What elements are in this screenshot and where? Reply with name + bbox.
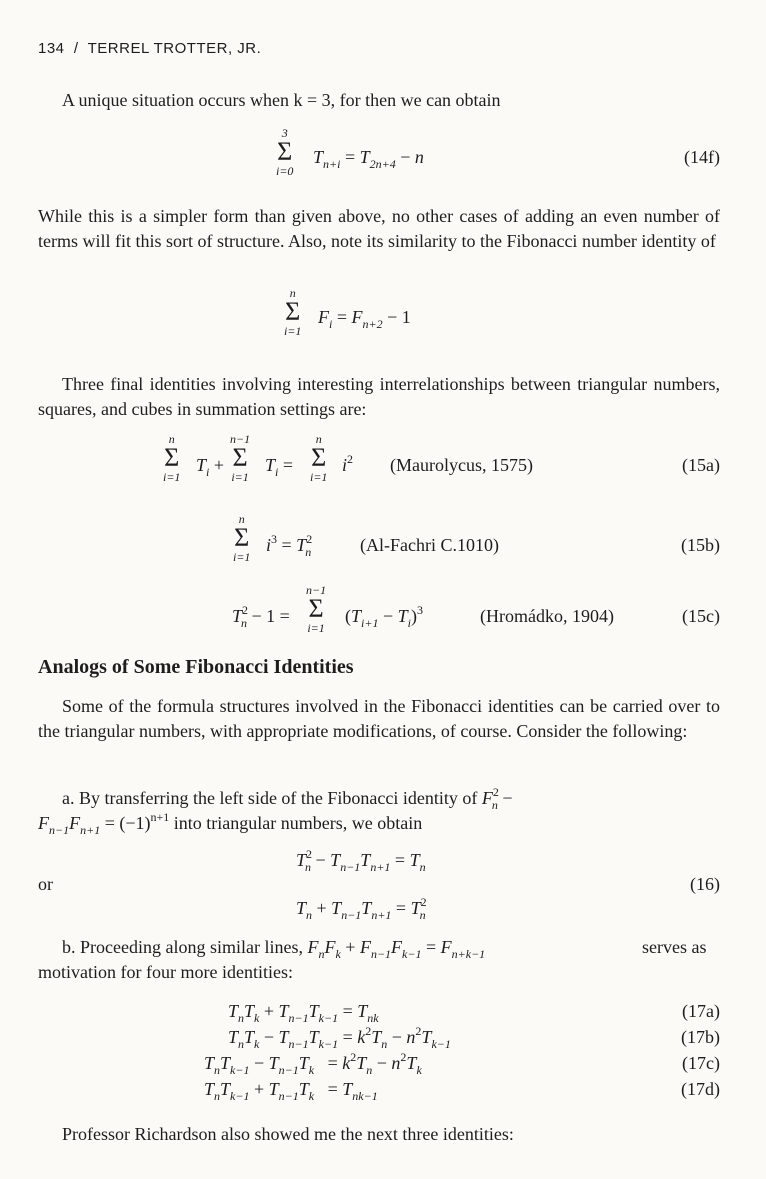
paragraph-analogs: Some of the formula structures involved in the Fibonacci identities can be carried over to the triangular numbers, with appropriate modifications, of course. Consider the following: bbox=[38, 696, 720, 741]
header-separator: / bbox=[73, 40, 79, 57]
sum-symbol-15a-3: n Σ i=1 bbox=[310, 432, 328, 484]
item-a-line-1: a. By transferring the left side of the Fibonacci identity of $F^2_n$ − bbox=[62, 785, 513, 812]
equation-number-17b: (17b) bbox=[681, 1027, 720, 1047]
equation-14f: $T_{n+i} = T_{2n+4} - n$ bbox=[313, 147, 424, 171]
intro-paragraph: A unique situation occurs when k = 3, for then we can obtain bbox=[62, 90, 501, 110]
item-a-line-2: $F_{n-1}F_{n+1} = (-1)^{n+1}$ into triangular numbers, we obtain bbox=[38, 810, 423, 837]
equation-number-17c: (17c) bbox=[682, 1053, 720, 1073]
equation-number-15a: (15a) bbox=[682, 455, 720, 475]
item-b-line-1: b. Proceeding along similar lines, $F_nF_k + F_{n-1}F_{k-1} = F_{n+k-1}$ bbox=[62, 937, 486, 961]
sum-symbol-15a-2: n−1 Σ i=1 bbox=[230, 432, 251, 484]
term-15c-left: $T^2_n - 1$ = bbox=[232, 603, 290, 630]
equation-16b: $T_n + T_{n-1}T_{n+1} = T^2_n$ bbox=[296, 895, 427, 922]
sum-symbol-fib: n Σ i=1 bbox=[284, 286, 302, 338]
equation-number-15c: (15c) bbox=[682, 606, 720, 626]
citation-15a: (Maurolycus, 1575) bbox=[390, 455, 533, 475]
term-15a-1: $T_i$ + bbox=[196, 455, 225, 479]
item-b-serves-as: serves as bbox=[642, 937, 707, 957]
equation-number-16: (16) bbox=[690, 874, 720, 894]
word-or: or bbox=[38, 874, 53, 894]
closing-paragraph: Professor Richardson also showed me the next three identities: bbox=[62, 1124, 514, 1144]
equation-number-15b: (15b) bbox=[681, 535, 720, 555]
sum-symbol-15a-1: n Σ i=1 bbox=[163, 432, 181, 484]
sum-symbol-15b: n Σ i=1 bbox=[233, 512, 251, 564]
item-b-line-2: motivation for four more identities: bbox=[38, 962, 293, 982]
section-heading: Analogs of Some Fibonacci Identities bbox=[38, 656, 354, 678]
equation-17c: $T_nT_{k-1} - T_{n-1}T_k = k^2T_n - n^2T_k$ bbox=[204, 1050, 422, 1077]
equation-17b: $T_nT_k - T_{n-1}T_{k-1} = k^2T_n - n^2T_{k-1}$ bbox=[228, 1024, 451, 1051]
term-15a-3: $i^2$ bbox=[342, 452, 354, 475]
citation-15c: (Hromádko, 1904) bbox=[480, 606, 614, 626]
term-15c-right: $(T_{i+1} - T_i)^3$ bbox=[345, 603, 423, 630]
paragraph-similarity: While this is a simpler form than given above, no other cases of adding an even number of terms will fit this sort of structure. Also, note its similarity to the Fibonacci number identity of bbox=[38, 206, 720, 251]
paragraph-three-identities: Three final identities involving interesting interrelationships between triangular numbers, squares, and cubes in summation settings are: bbox=[38, 374, 720, 419]
equation-16a: $T^2_n - T_{n-1}T_{n+1} = T_n$ bbox=[296, 847, 426, 874]
equation-number-17d: (17d) bbox=[681, 1079, 720, 1099]
fibonacci-identity: $F_i = F_{n+2} - 1$ bbox=[318, 307, 411, 331]
author-name: TERREL TROTTER, JR. bbox=[87, 40, 262, 57]
equation-number-14f: (14f) bbox=[684, 147, 720, 167]
sum-symbol-14f: 3 Σ i=0 bbox=[276, 126, 294, 178]
term-15a-2: $T_i$ = bbox=[265, 455, 294, 479]
equation-number-17a: (17a) bbox=[682, 1001, 720, 1021]
page-number: 134 bbox=[38, 40, 65, 57]
equation-17d: $T_nT_{k-1} + T_{n-1}T_k = T_{nk-1}$ bbox=[204, 1079, 378, 1103]
running-head bbox=[38, 40, 261, 57]
equation-17a: $T_nT_k + T_{n-1}T_{k-1} = T_{nk}$ bbox=[228, 1001, 379, 1025]
citation-15b: (Al-Fachri C.1010) bbox=[360, 535, 499, 555]
term-15b: $i^3 = T^2_n$ bbox=[266, 532, 313, 559]
sum-symbol-15c: n−1 Σ i=1 bbox=[306, 583, 327, 635]
